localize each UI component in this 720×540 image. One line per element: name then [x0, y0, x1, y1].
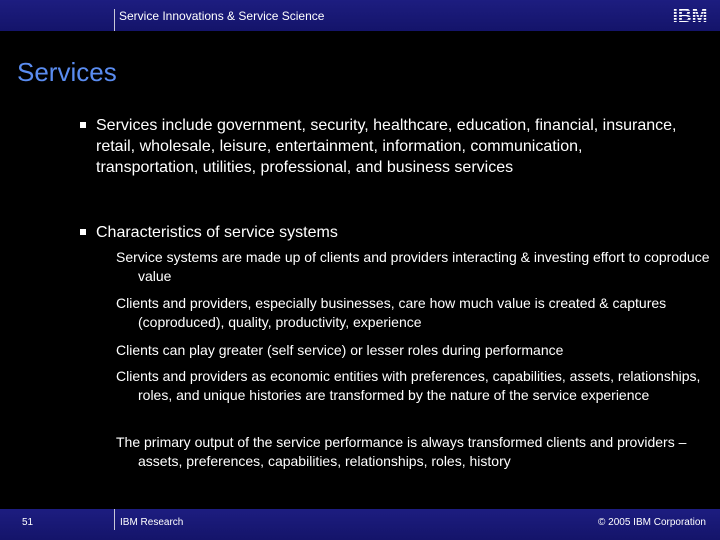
bullet-text: Services include government, security, healthcare, education, financial, insurance, retail, wholesale, leisure, entertainment, information, communication, transportation, utilities, professional, and business services — [96, 117, 677, 176]
square-bullet-icon — [80, 122, 86, 128]
bullet-text: Characteristics of service systems — [96, 224, 338, 241]
slide-title: Services — [17, 57, 117, 87]
footer-copyright: © 2005 IBM Corporation — [598, 517, 706, 528]
presentation-title: Service Innovations & Service Science — [119, 9, 325, 23]
footer-bar — [0, 509, 720, 540]
header-divider — [114, 9, 115, 31]
square-bullet-icon — [80, 229, 86, 235]
sub-bullet: The primary output of the service performance is always transformed clients and providers – assets, preferences, capabilities, relationships, roles, history — [116, 434, 687, 469]
sub-bullet: Service systems are made up of clients and providers interacting & investing effort to coproduce value — [116, 249, 710, 284]
sub-bullet: Clients can play greater (self service) or lesser roles during performance — [116, 342, 564, 358]
footer-divider — [114, 509, 115, 530]
svg-text:IBM: IBM — [672, 6, 708, 24]
footer-organization: IBM Research — [120, 517, 184, 528]
page-number: 51 — [22, 517, 34, 528]
sub-bullet: Clients and providers, especially businesses, care how much value is created & captures (coproduced), quality, productivity, experience — [116, 295, 667, 330]
ibm-logo — [666, 6, 714, 24]
header-bar — [0, 0, 720, 31]
sub-bullet: Clients and providers as economic entities with preferences, capabilities, assets, relationships, roles, and unique histories are transformed by the nature of the service experience — [116, 368, 701, 403]
